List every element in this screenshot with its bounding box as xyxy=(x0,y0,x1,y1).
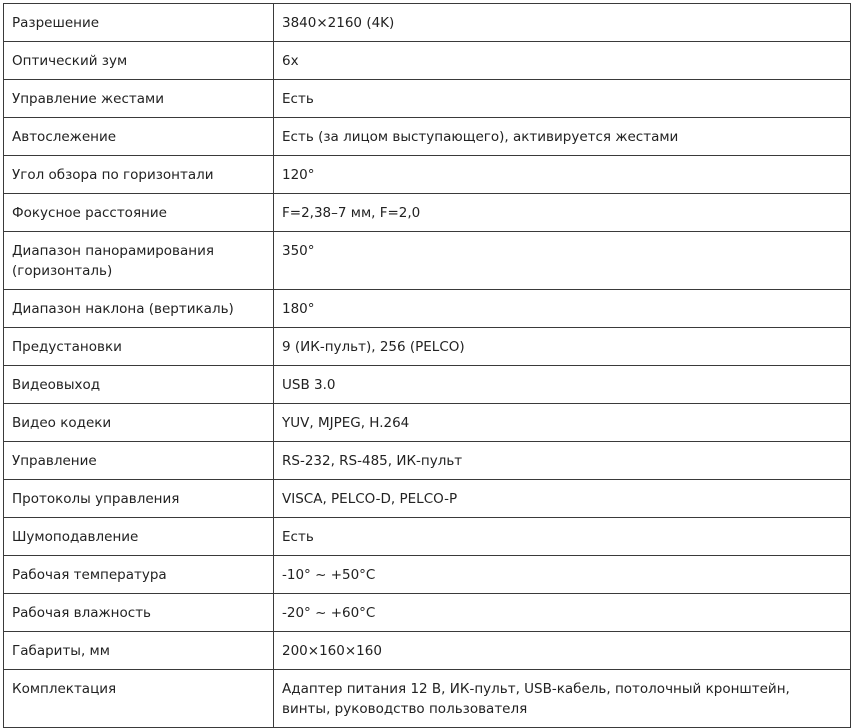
spec-name: Диапазон панорамирования (горизонталь) xyxy=(4,232,274,290)
spec-name: Автослежение xyxy=(4,118,274,156)
spec-name: Разрешение xyxy=(4,4,274,42)
spec-name: Оптический зум xyxy=(4,42,274,80)
spec-name: Габариты, мм xyxy=(4,632,274,670)
spec-name: Протоколы управления xyxy=(4,480,274,518)
table-row xyxy=(4,118,851,156)
spec-value: VISCA, PELCO-D, PELCO-P xyxy=(274,480,851,518)
spec-value: 350° xyxy=(274,232,851,290)
table-row xyxy=(4,42,851,80)
spec-table xyxy=(3,3,851,728)
spec-value: 3840×2160 (4K) xyxy=(274,4,851,42)
spec-name: Управление xyxy=(4,442,274,480)
spec-value: 180° xyxy=(274,290,851,328)
table-row xyxy=(4,194,851,232)
spec-value: 120° xyxy=(274,156,851,194)
table-row xyxy=(4,442,851,480)
spec-value: 6x xyxy=(274,42,851,80)
spec-value: RS-232, RS-485, ИК-пульт xyxy=(274,442,851,480)
spec-value: Адаптер питания 12 В, ИК-пульт, USB-кабель, потолочный кронштейн, винты, руководство пользователя xyxy=(274,670,851,728)
table-row xyxy=(4,556,851,594)
spec-value: YUV, MJPEG, H.264 xyxy=(274,404,851,442)
spec-name: Фокусное расстояние xyxy=(4,194,274,232)
spec-name: Предустановки xyxy=(4,328,274,366)
table-row xyxy=(4,4,851,42)
spec-value: -20° ~ +60°C xyxy=(274,594,851,632)
spec-name: Угол обзора по горизонтали xyxy=(4,156,274,194)
spec-name: Видео кодеки xyxy=(4,404,274,442)
table-row xyxy=(4,232,851,290)
table-row xyxy=(4,366,851,404)
spec-value: F=2,38–7 мм, F=2,0 xyxy=(274,194,851,232)
spec-name: Рабочая влажность xyxy=(4,594,274,632)
spec-value: Есть xyxy=(274,80,851,118)
spec-name: Рабочая температура xyxy=(4,556,274,594)
table-row xyxy=(4,404,851,442)
table-row xyxy=(4,80,851,118)
table-row xyxy=(4,480,851,518)
table-row xyxy=(4,328,851,366)
spec-value: Есть (за лицом выступающего), активируется жестами xyxy=(274,118,851,156)
spec-value: -10° ~ +50°C xyxy=(274,556,851,594)
spec-name: Видеовыход xyxy=(4,366,274,404)
spec-name: Диапазон наклона (вертикаль) xyxy=(4,290,274,328)
table-row xyxy=(4,156,851,194)
table-row xyxy=(4,632,851,670)
spec-value: 9 (ИК-пульт), 256 (PELCO) xyxy=(274,328,851,366)
spec-value: 200×160×160 xyxy=(274,632,851,670)
spec-name: Управление жестами xyxy=(4,80,274,118)
table-row xyxy=(4,594,851,632)
table-row xyxy=(4,290,851,328)
table-row xyxy=(4,670,851,728)
spec-name: Шумоподавление xyxy=(4,518,274,556)
spec-value: Есть xyxy=(274,518,851,556)
table-row xyxy=(4,518,851,556)
spec-value: USB 3.0 xyxy=(274,366,851,404)
spec-name: Комплектация xyxy=(4,670,274,728)
